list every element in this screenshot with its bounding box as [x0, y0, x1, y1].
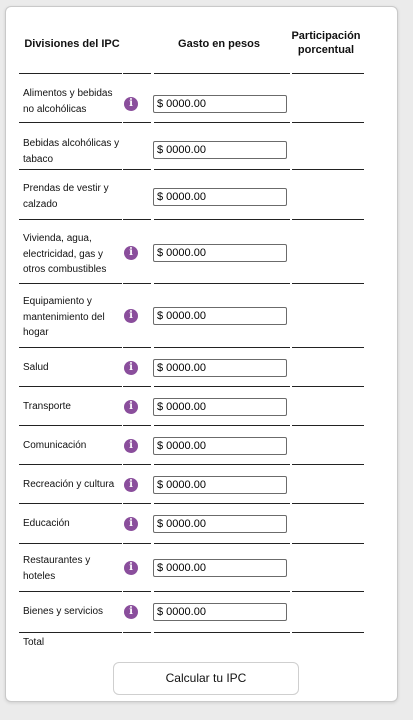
table-rule	[292, 122, 364, 123]
table-rule	[19, 386, 122, 387]
table-rule	[292, 219, 364, 220]
table-rule	[19, 591, 122, 592]
table-rule	[292, 503, 364, 504]
table-rule	[292, 425, 364, 426]
table-rule	[123, 347, 151, 348]
division-label: Equipamiento y mantenimiento del hogar	[23, 296, 105, 338]
spending-input[interactable]	[153, 95, 287, 113]
table-row	[6, 504, 399, 544]
info-icon[interactable]: i	[124, 309, 138, 323]
table-rule	[19, 347, 122, 348]
table-rule	[19, 283, 122, 284]
table-rule	[19, 503, 122, 504]
table-row	[6, 348, 399, 387]
table-row	[6, 172, 399, 221]
table-rule	[292, 632, 364, 633]
table-rule	[123, 503, 151, 504]
spending-input[interactable]	[153, 603, 287, 621]
table-row	[6, 126, 399, 173]
division-label: Transporte	[23, 401, 71, 412]
table-rule	[19, 169, 122, 170]
table-rule	[292, 591, 364, 592]
spending-input[interactable]	[153, 476, 287, 494]
table-rule	[19, 219, 122, 220]
table-rule	[154, 283, 290, 284]
table-rule	[292, 347, 364, 348]
table-rule	[292, 169, 364, 170]
division-label: Alimentos y bebidas no alcohólicas	[23, 88, 113, 115]
table-rule	[19, 632, 122, 633]
division-label: Salud	[23, 362, 49, 373]
table-rule	[123, 73, 151, 74]
info-icon[interactable]: i	[124, 605, 138, 619]
total-label: Total	[23, 637, 45, 648]
table-rule	[154, 543, 290, 544]
info-icon[interactable]: i	[124, 517, 138, 531]
spending-input[interactable]	[153, 359, 287, 377]
table-rule	[154, 632, 290, 633]
table-rule	[123, 169, 151, 170]
info-icon[interactable]: i	[124, 439, 138, 453]
table-rule	[154, 347, 290, 348]
table-rule	[292, 543, 364, 544]
table-rule	[123, 219, 151, 220]
table-rule	[154, 122, 290, 123]
table-row	[6, 465, 399, 504]
table-rule	[154, 386, 290, 387]
header-divisions: Divisiones del IPC	[24, 38, 120, 50]
division-label: Restaurantes y hoteles	[23, 555, 91, 582]
table-row	[6, 592, 399, 632]
table-rule	[292, 386, 364, 387]
spending-input[interactable]	[153, 307, 287, 325]
table-rule	[123, 591, 151, 592]
header-spending: Gasto en pesos	[178, 38, 260, 50]
division-label: Educación	[23, 518, 70, 529]
spending-input[interactable]	[153, 559, 287, 577]
table-header	[6, 7, 399, 69]
division-label: Recreación y cultura	[23, 479, 115, 490]
table-rule	[123, 283, 151, 284]
table-rule	[19, 464, 122, 465]
spending-input[interactable]	[153, 244, 287, 262]
spending-input[interactable]	[153, 141, 287, 159]
table-row	[6, 544, 399, 592]
info-icon[interactable]: i	[124, 400, 138, 414]
table-rule	[292, 464, 364, 465]
table-row	[6, 426, 399, 465]
info-icon[interactable]: i	[124, 561, 138, 575]
spending-input[interactable]	[153, 398, 287, 416]
table-rule	[154, 425, 290, 426]
table-rule	[19, 73, 122, 74]
table-rule	[292, 283, 364, 284]
calculate-ipc-button[interactable]: Calcular tu IPC	[113, 662, 299, 695]
table-rule	[154, 73, 290, 74]
table-rule	[154, 591, 290, 592]
table-rule	[154, 464, 290, 465]
spending-input[interactable]	[153, 188, 287, 206]
header-share: Participación porcentual	[291, 30, 361, 56]
table-rule	[123, 543, 151, 544]
table-rule	[292, 73, 364, 74]
ipc-calculator-card	[5, 6, 398, 702]
table-rule	[19, 122, 122, 123]
table-rule	[123, 122, 151, 123]
division-label: Comunicación	[23, 440, 87, 451]
table-rule	[154, 219, 290, 220]
table-row	[6, 221, 399, 284]
info-icon[interactable]: i	[124, 361, 138, 375]
info-icon[interactable]: i	[124, 478, 138, 492]
table-rule	[123, 425, 151, 426]
spending-input[interactable]	[153, 515, 287, 533]
table-rule	[19, 425, 122, 426]
table-rule	[123, 386, 151, 387]
table-row	[6, 81, 399, 127]
table-rule	[154, 169, 290, 170]
division-label: Prendas de vestir y calzado	[23, 183, 109, 210]
spending-input[interactable]	[153, 437, 287, 455]
division-label: Vivienda, agua, electricidad, gas y otros combustibles	[23, 233, 107, 275]
table-rule	[154, 503, 290, 504]
division-label: Bebidas alcohólicas y tabaco	[23, 138, 120, 165]
info-icon[interactable]: i	[124, 246, 138, 260]
table-row	[6, 387, 399, 426]
table-row	[6, 284, 399, 348]
table-rule	[19, 543, 122, 544]
table-rule	[123, 632, 151, 633]
table-rule	[123, 464, 151, 465]
division-label: Bienes y servicios	[23, 606, 104, 617]
info-icon[interactable]: i	[124, 97, 138, 111]
